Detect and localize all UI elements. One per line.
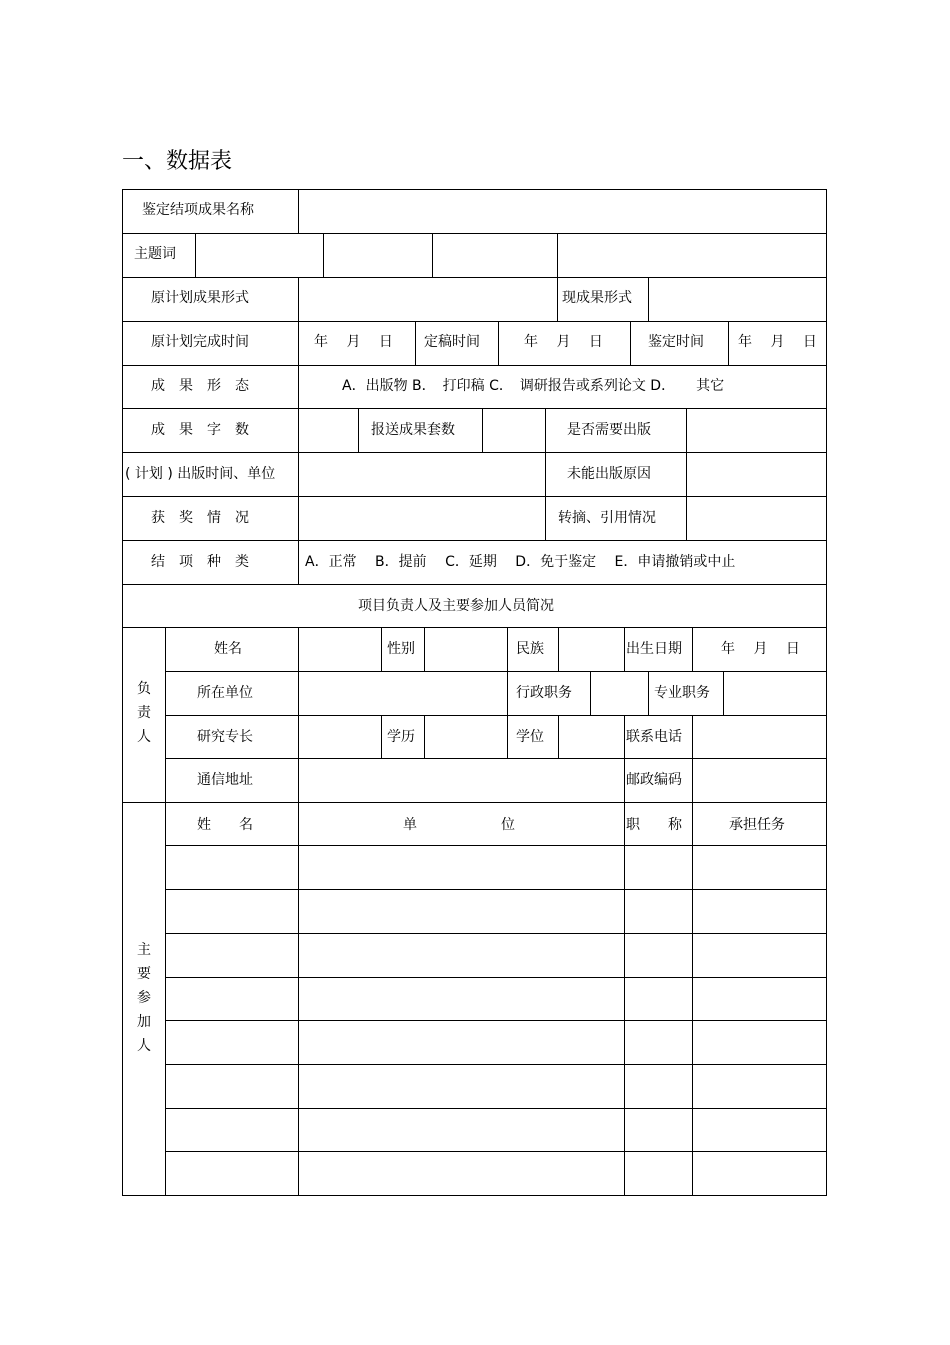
leader-specialty-label: 研究专长 <box>197 729 253 745</box>
col-divider <box>686 452 687 496</box>
need-publish-label: 是否需要出版 <box>567 422 651 438</box>
col-divider <box>298 496 299 540</box>
row-divider <box>122 277 827 278</box>
row-divider <box>165 845 827 846</box>
col-divider <box>298 408 299 452</box>
row-divider <box>122 496 827 497</box>
leader-birth-label: 出生日期 <box>626 641 682 657</box>
col-divider <box>432 233 433 277</box>
col-divider <box>624 802 625 1195</box>
col-divider <box>692 802 693 1195</box>
col-divider <box>381 715 382 758</box>
col-divider <box>298 277 299 321</box>
copies-label: 报送成果套数 <box>371 422 455 438</box>
orig-time-label: 原计划完成时间 <box>151 334 249 350</box>
row-divider <box>165 933 827 934</box>
row-divider <box>122 584 827 585</box>
col-divider <box>557 277 558 321</box>
col-divider <box>624 715 625 758</box>
table-border-right <box>826 189 827 1196</box>
row-divider <box>122 408 827 409</box>
col-divider <box>692 715 693 758</box>
row-divider <box>165 671 827 672</box>
col-divider <box>686 408 687 452</box>
form-options: A．出版物 B． 打印稿 C． 调研报告或系列论文 D． 其它 <box>342 378 725 394</box>
col-divider <box>692 758 693 802</box>
word-count-label: 成 果 字 数 <box>151 422 249 438</box>
col-divider <box>424 627 425 671</box>
col-divider <box>415 321 416 365</box>
closure-options: A．正常 B．提前 C．延期 D．免于鉴定 E．申请撤销或中止 <box>305 554 736 570</box>
citation-label: 转摘、引用情况 <box>558 510 656 526</box>
col-divider <box>507 627 508 671</box>
awards-label: 获 奖 情 况 <box>151 510 249 526</box>
row-divider <box>165 1151 827 1152</box>
leader-education-label: 学历 <box>387 729 415 745</box>
row-divider <box>122 233 827 234</box>
orig-time-date: 年 月 日 <box>314 334 393 350</box>
members-col-title: 职 称 <box>626 817 682 833</box>
not-published-label: 未能出版原因 <box>567 466 651 482</box>
col-divider <box>482 408 483 452</box>
members-col-unit: 单 位 <box>403 817 515 833</box>
col-divider <box>558 627 559 671</box>
row-divider <box>122 802 827 803</box>
keywords-label: 主题词 <box>134 246 176 262</box>
col-divider <box>358 408 359 452</box>
leader-ethnicity-label: 民族 <box>516 641 544 657</box>
col-divider <box>692 627 693 671</box>
appraisal-time-label: 鉴定时间 <box>648 334 704 350</box>
col-divider <box>323 233 324 277</box>
col-divider <box>557 233 558 277</box>
col-divider <box>728 321 729 365</box>
col-divider <box>545 452 546 496</box>
final-time-label: 定稿时间 <box>424 334 480 350</box>
col-divider <box>630 321 631 365</box>
row-divider <box>165 1108 827 1109</box>
col-divider <box>545 408 546 452</box>
row-divider <box>122 540 827 541</box>
final-time-date: 年 月 日 <box>524 334 603 350</box>
members-col-task: 承担任务 <box>729 817 785 833</box>
leader-label: 负责人 <box>137 681 151 745</box>
col-divider <box>648 277 649 321</box>
publish-time-label: ( 计划 ) 出版时间、单位 <box>125 466 276 482</box>
appraisal-time-date: 年 月 日 <box>738 334 817 350</box>
col-divider <box>507 715 508 758</box>
col-divider <box>686 496 687 540</box>
page-title: 一、数据表 <box>122 149 233 174</box>
col-divider <box>298 365 299 408</box>
col-divider <box>624 758 625 802</box>
row-divider <box>165 977 827 978</box>
leader-address-label: 通信地址 <box>197 772 253 788</box>
col-divider <box>381 627 382 671</box>
leader-prof-title-label: 专业职务 <box>654 685 710 701</box>
leader-name-label: 姓名 <box>214 641 242 657</box>
row-divider <box>165 715 827 716</box>
result-name-label: 鉴定结项成果名称 <box>142 202 254 218</box>
col-divider <box>558 715 559 758</box>
leader-degree-label: 学位 <box>516 729 544 745</box>
col-divider <box>648 671 649 715</box>
col-divider <box>298 452 299 496</box>
leader-birth-date: 年 月 日 <box>721 641 800 657</box>
col-divider <box>723 671 724 715</box>
members-label: 主要参加人 <box>137 942 151 1054</box>
leader-admin-title-label: 行政职务 <box>516 685 572 701</box>
leader-postcode-label: 邮政编码 <box>626 772 682 788</box>
col-divider <box>298 189 299 233</box>
row-divider <box>122 365 827 366</box>
people-header: 项目负责人及主要参加人员简况 <box>358 598 554 614</box>
leader-phone-label: 联系电话 <box>626 729 682 745</box>
col-divider <box>507 671 508 715</box>
leader-unit-label: 所在单位 <box>197 685 253 701</box>
row-divider <box>165 1020 827 1021</box>
leader-gender-label: 性别 <box>387 641 415 657</box>
row-divider <box>122 627 827 628</box>
row-divider <box>122 321 827 322</box>
row-divider <box>122 452 827 453</box>
col-divider <box>298 321 299 365</box>
table-border-top <box>122 189 827 190</box>
members-col-name: 姓 名 <box>197 817 253 833</box>
col-divider <box>624 627 625 671</box>
curr-form-label: 现成果形式 <box>562 290 632 306</box>
col-divider <box>590 671 591 715</box>
row-divider <box>165 758 827 759</box>
col-divider <box>298 627 299 1195</box>
orig-form-label: 原计划成果形式 <box>151 290 249 306</box>
col-divider <box>195 233 196 277</box>
form-label: 成 果 形 态 <box>151 378 249 394</box>
col-divider <box>298 540 299 584</box>
closure-type-label: 结 项 种 类 <box>151 554 249 570</box>
col-divider <box>545 496 546 540</box>
row-divider <box>165 889 827 890</box>
table-border-bottom <box>122 1195 827 1196</box>
table-border-left <box>122 189 123 1196</box>
col-divider <box>424 715 425 758</box>
col-divider <box>498 321 499 365</box>
col-divider <box>165 627 166 1195</box>
row-divider <box>165 1064 827 1065</box>
